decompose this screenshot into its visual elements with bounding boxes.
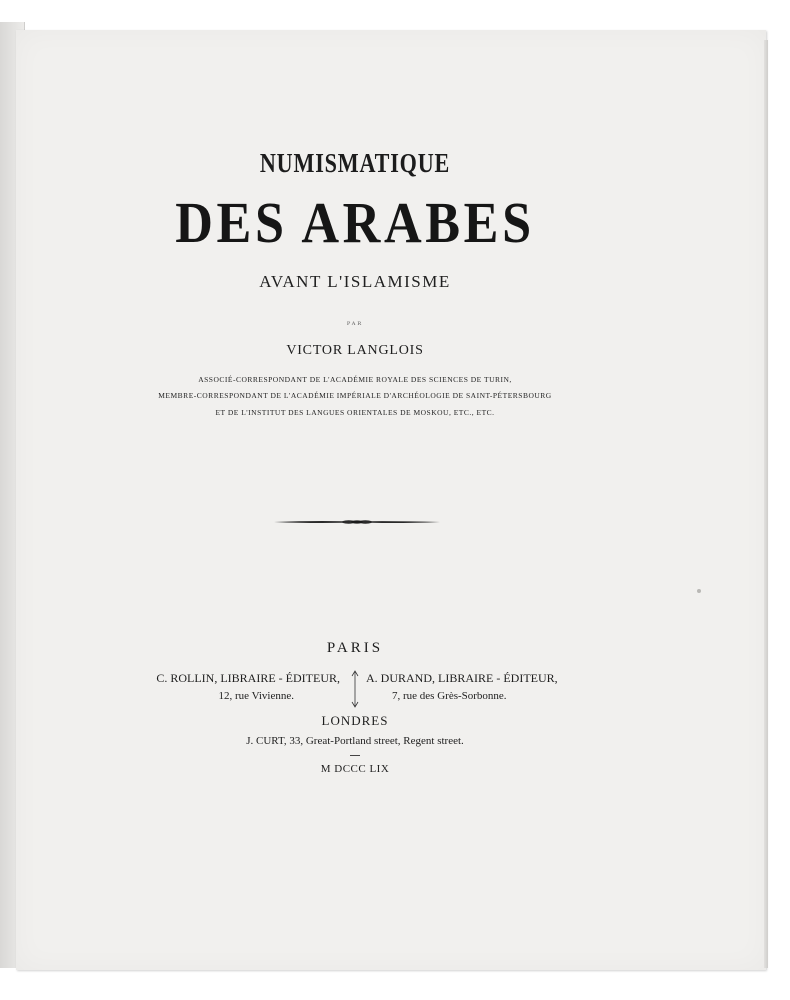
affiliation-line-1: ASSOCIÉ-CORRESPONDANT DE L'ACADÉMIE ROYALE DES SCIENCES DE TURIN, <box>198 375 512 384</box>
par-label: PAR <box>346 321 364 327</box>
double-arrow-divider <box>349 669 361 709</box>
publisher-right-address: 7, rue des Grès-Sorbonne. <box>392 690 507 702</box>
publication-date: M DCCC LIX <box>320 763 390 775</box>
title-line-3: AVANT L'ISLAMISME <box>259 272 451 291</box>
publisher-left-name: C. ROLLIN, LIBRAIRE - ÉDITEUR, <box>156 671 340 685</box>
affiliation-line-3: ET DE L'INSTITUT DES LANGUES ORIENTALES DE MOSKOU, ETC., ETC. <box>215 408 495 417</box>
publisher-left <box>130 671 340 702</box>
city-londres: LONDRES <box>321 713 389 728</box>
london-publisher: J. CURT, 33, Great-Portland street, Regent street. <box>246 735 464 747</box>
city-paris: PARIS <box>326 640 384 656</box>
title-line-1: NUMISMATIQUE <box>259 148 451 178</box>
publisher-left-address: 12, rue Vivienne. <box>218 690 294 702</box>
author-name: VICTOR LANGLOIS <box>286 343 424 358</box>
publisher-right <box>366 671 576 702</box>
page-stack-edge <box>764 40 768 968</box>
ornamental-rule <box>272 514 442 530</box>
affiliation-line-2: MEMBRE-CORRESPONDANT DE L'ACADÉMIE IMPÉRIALE D'ARCHÉOLOGIE DE SAINT-PÉTERSBOURG <box>158 391 552 400</box>
publisher-right-name: A. DURAND, LIBRAIRE - ÉDITEUR, <box>366 671 558 685</box>
title-line-2: DES ARABES <box>175 190 535 255</box>
paper-speck <box>697 589 701 593</box>
short-rule <box>350 755 360 756</box>
